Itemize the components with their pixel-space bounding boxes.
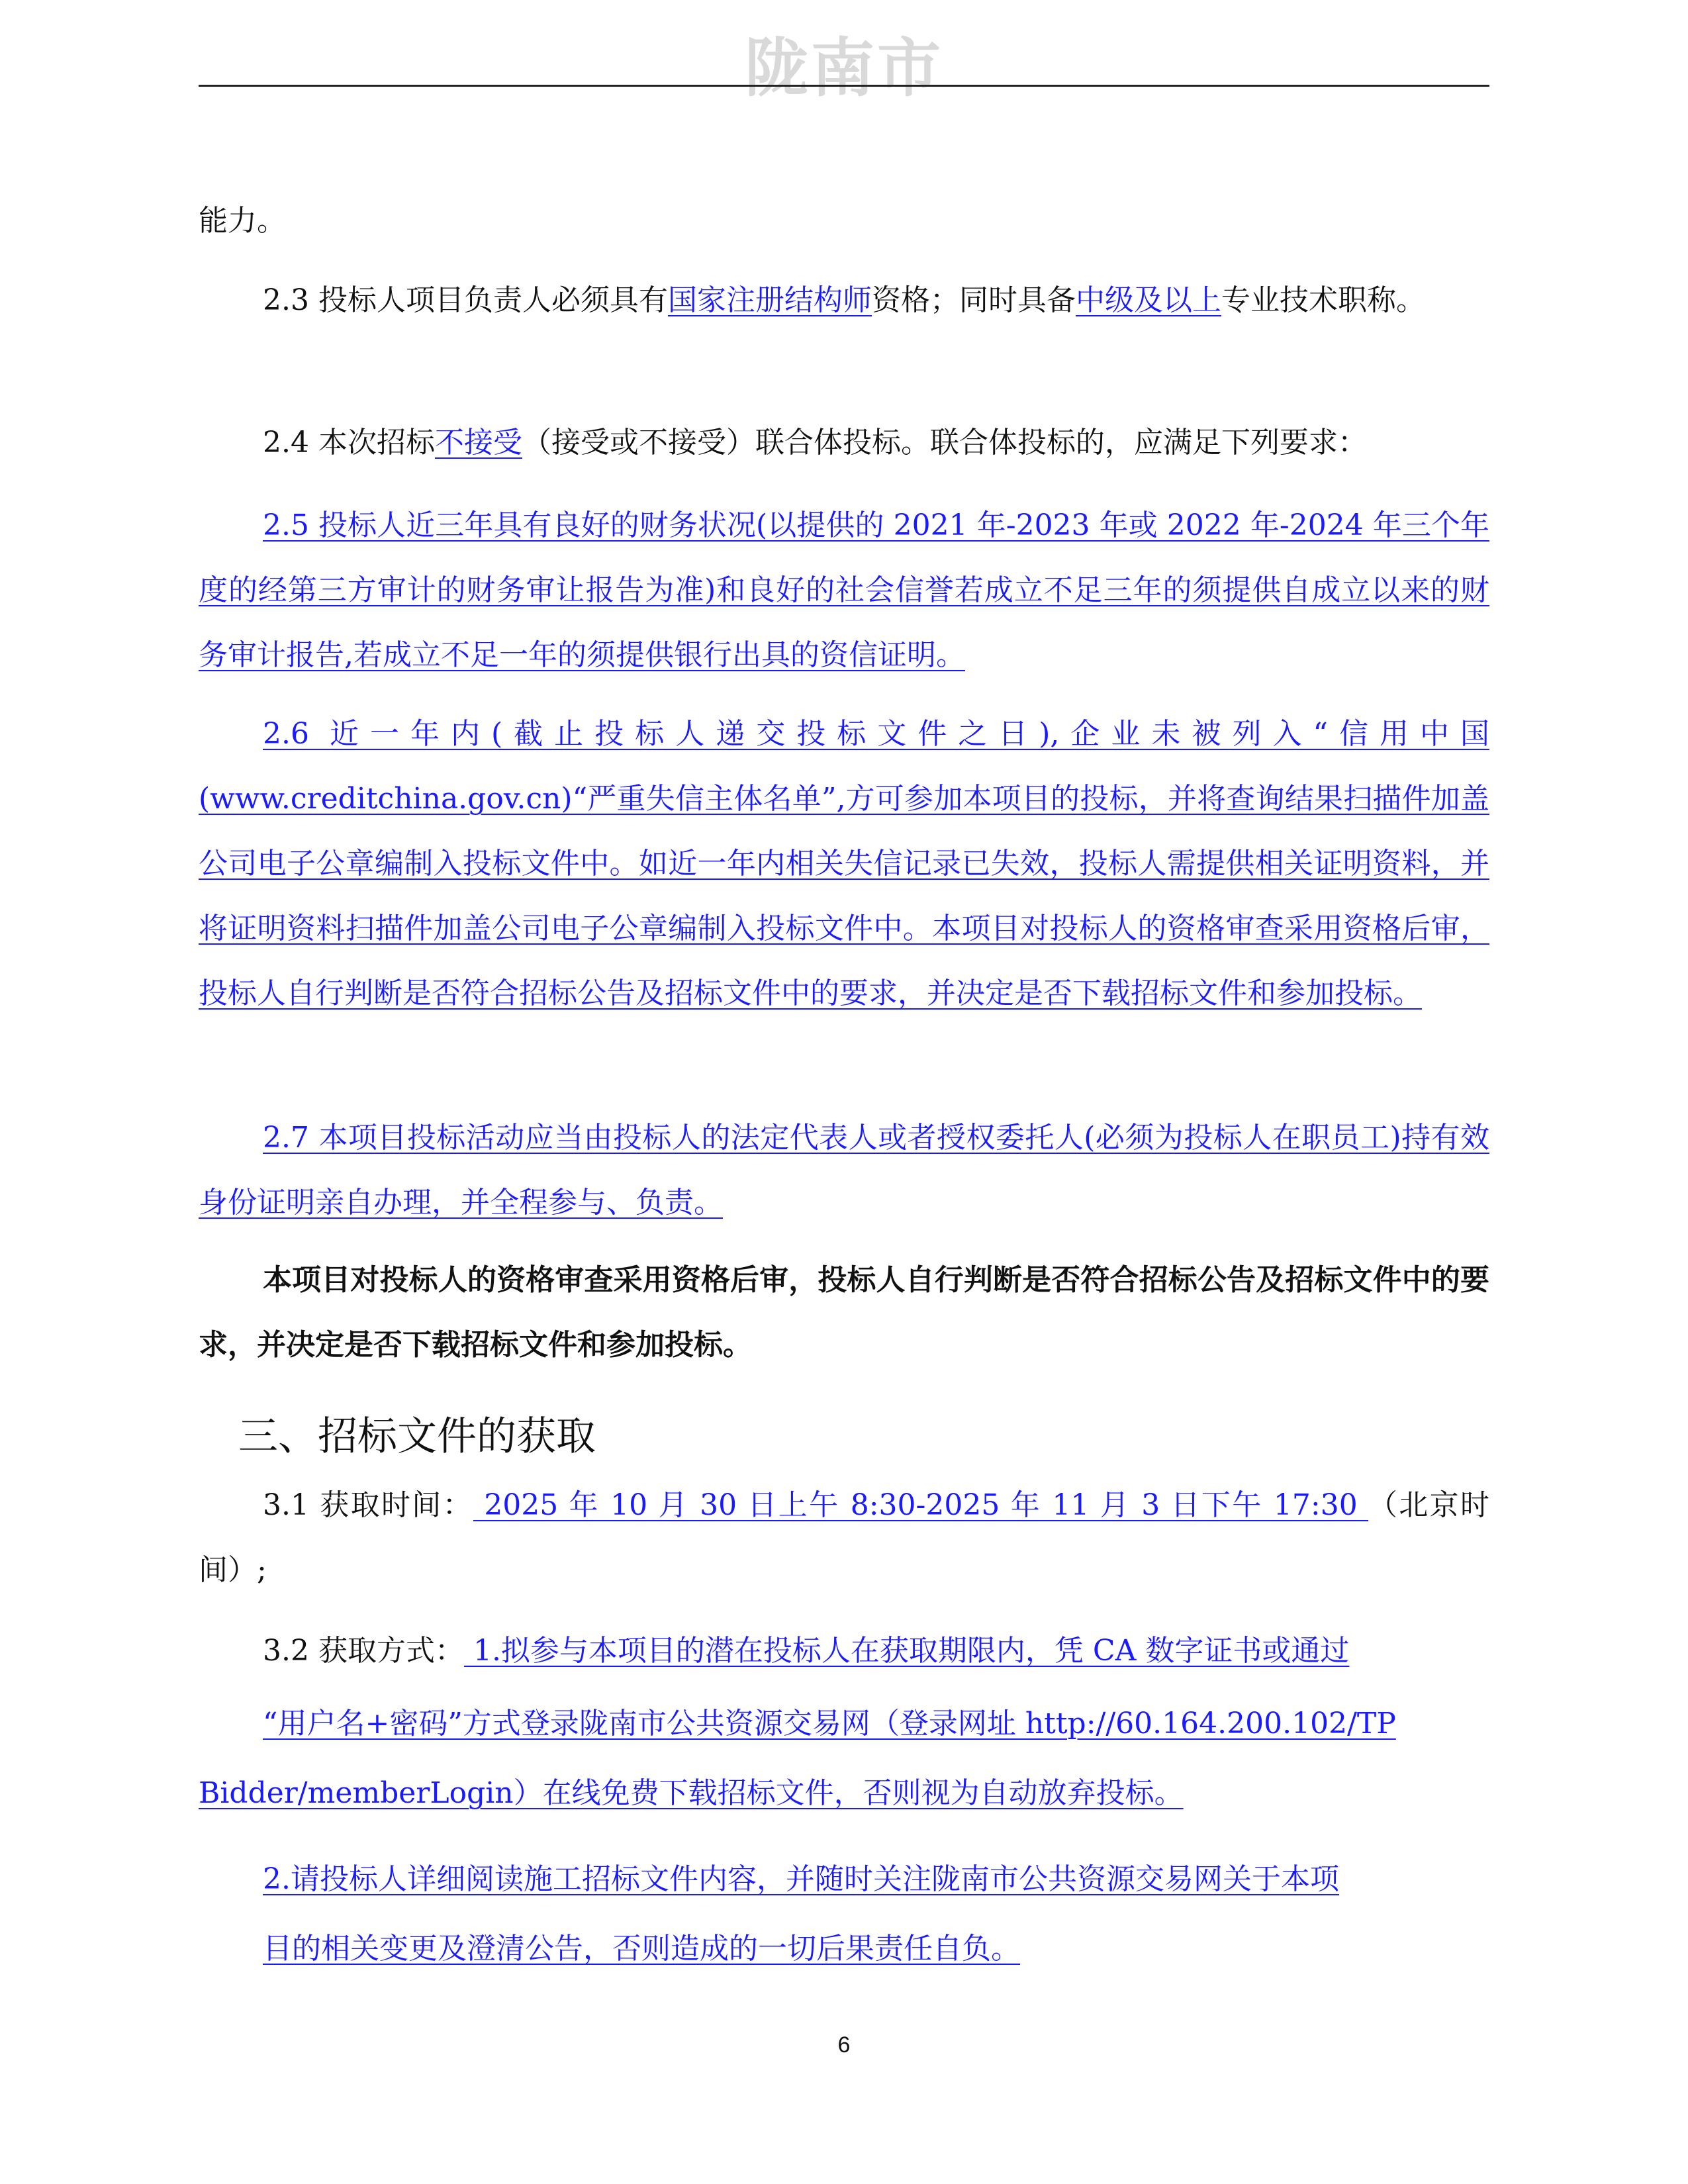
p2-4-text-c: （接受或不接受）联合体投标。联合体投标的，应满足下列要求：	[522, 426, 1367, 459]
p2-3-text-a: 2.3 投标人项目负责人必须具有	[263, 283, 668, 317]
paragraph-3-1	[199, 1473, 1489, 1603]
page-number: 6	[837, 2032, 851, 2058]
p3-2-item1-rest-a: “用户名+密码”方式登录陇南市公共资源交易网（登录网址 http://60.164.200.102/TP	[263, 1707, 1396, 1740]
p3-1-label: 3.1 获取时间：	[263, 1488, 473, 1522]
section-3-title: 三、招标文件的获取	[238, 1413, 596, 1460]
p2-4-text-a: 2.4 本次招标	[263, 426, 435, 459]
p2-4-not-accepted: 不接受	[434, 426, 522, 459]
p3-1-time-value: 2025 年 10 月 30 日上午 8:30-2025 年 11 月 3 日下午 17:30	[473, 1488, 1369, 1522]
p2-3-structural-engineer: 国家注册结构师	[667, 283, 872, 317]
p2-3-intermediate-title: 中级及以上	[1075, 283, 1221, 317]
header-watermark: 陇南市	[745, 30, 943, 105]
p3-2-item1-line1: 1.拟参与本项目的潜在投标人在获取期限内，凭 CA 数字证书或通过	[463, 1634, 1350, 1668]
p2-3-text-e: 专业技术职称。	[1221, 283, 1425, 317]
paragraph-continuation: 能力。	[199, 204, 286, 238]
paragraph-3-2-item2-line2	[199, 1917, 1489, 1981]
paragraph-2-4	[199, 410, 1489, 475]
p3-2-label: 3.2 获取方式：	[263, 1634, 464, 1668]
paragraph-3-2-line3	[199, 1761, 1489, 1826]
paragraph-3-2-line1	[199, 1619, 1489, 1684]
p3-2-item1-rest-b: Bidder/memberLogin）在线免费下载招标文件，否则视为自动放弃投标。	[199, 1776, 1184, 1810]
paragraph-2-5: 2.5 投标人近三年具有良好的财务状况(以提供的 2021 年-2023 年或 2022 年-2024 年三个年度的经第三方审计的财务审让报告为准)和良好的社会信誉若成立不足三年的须提供自成立以来的财务审计报告,若成立不足一年的须提供银行出具的资信证明。	[199, 508, 1489, 672]
paragraph-3-2-item2-line1	[199, 1847, 1489, 1912]
p3-2-item2-line1: 2.请投标人详细阅读施工招标文件内容，并随时关注陇南市公共资源交易网关于本项	[263, 1862, 1339, 1896]
paragraph-2-6: 2.6 近一年内(截止投标人递交投标文件之日),企业未被列入“信用中国(www.creditchina.gov.cn)“严重失信主体名单”,方可参加本项目的投标，并将查询结果扫描件加盖公司电子公章编制入投标文件中。如近一年内相关失信记录已失效，投标人需提供相关证明资料，并将证明资料扫描件加盖公司电子公章编制入投标文件中。本项目对投标人的资格审查采用资格后审，投标人自行判断是否符合招标公告及招标文件中的要求，并决定是否下载招标文件和参加投标。	[199, 717, 1489, 1010]
paragraph-2-7: 2.7 本项目投标活动应当由投标人的法定代表人或者授权委托人(必须为投标人在职员工)持有效身份证明亲自办理，并全程参与、负责。	[199, 1121, 1489, 1219]
bold-note: 本项目对投标人的资格审查采用资格后审，投标人自行判断是否符合招标公告及招标文件中的要求，并决定是否下载招标文件和参加投标。	[199, 1263, 1489, 1362]
header-rule	[199, 85, 1489, 87]
p3-1-suffix: （北京时间）;	[199, 1488, 1489, 1587]
p2-3-text-c: 资格；同时具备	[871, 283, 1076, 317]
paragraph-3-2-line2	[199, 1691, 1489, 1756]
paragraph-2-3	[199, 268, 1489, 333]
p3-2-item2-line2: 目的相关变更及澄清公告，否则造成的一切后果责任自负。	[263, 1932, 1020, 1966]
